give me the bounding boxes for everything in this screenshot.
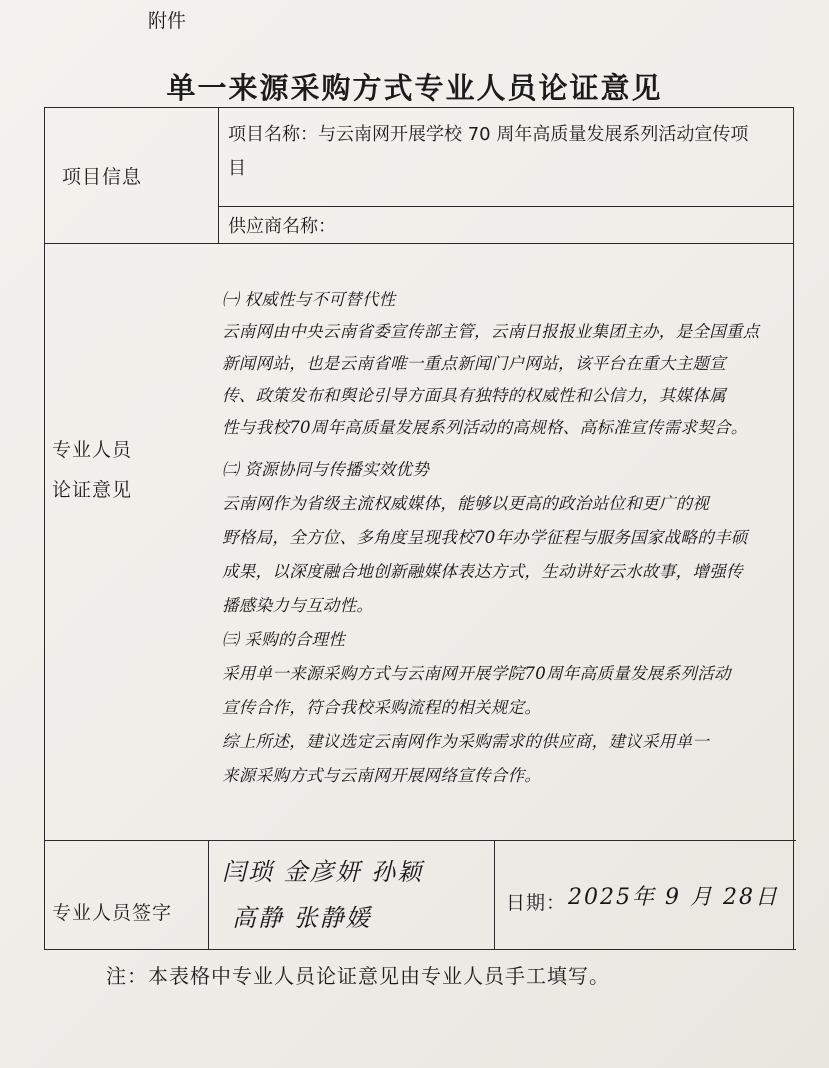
opinion-label-line1: 专业人员: [52, 439, 133, 461]
project-info-label: 项目信息: [62, 166, 143, 188]
date-value: 2025年 9 月 28日: [568, 885, 779, 910]
date-label: 日期：: [506, 892, 567, 914]
opinion-line: 新闻网站，也是云南省唯一重点新闻门户网站，该平台在重大主题宣: [222, 354, 726, 373]
table-border-top: [44, 107, 793, 108]
table-border-bottom: [44, 949, 796, 950]
signature-names-line1: 闫琐 金彦妍 孙颖: [222, 858, 424, 886]
signature-label: 专业人员签字: [52, 902, 173, 924]
project-name-value-line2: 目: [228, 158, 246, 179]
table-border-left: [44, 107, 45, 950]
row-divider-opinion: [44, 243, 793, 244]
footer-note: 注：本表格中专业人员论证意见由专业人员手工填写。: [106, 964, 610, 988]
opinion-line: 宣传合作，符合我校采购流程的相关规定。: [222, 698, 542, 717]
signature-names-line2: 高静 张静媛: [232, 904, 372, 932]
opinion-line: 性与我校70周年高质量发展系列活动的高规格、高标准宣传需求契合。: [222, 418, 748, 437]
opinion-line: ㈠ 权威性与不可替代性: [222, 290, 396, 309]
supplier-name-label: 供应商名称：: [228, 216, 336, 237]
opinion-line: 云南网由中央云南省委宣传部主管，云南日报报业集团主办，是全国重点: [222, 322, 760, 341]
project-name-value-line1: 与云南网开展学校 70 周年高质量发展系列活动宣传项: [318, 124, 749, 145]
opinion-line: ㈢ 采购的合理性: [222, 630, 346, 649]
project-name-field: [228, 118, 790, 186]
opinion-line: 野格局，全方位、多角度呈现我校70年办学征程与服务国家战略的丰硕: [222, 528, 748, 547]
opinion-line: ㈡ 资源协同与传播实效优势: [222, 460, 430, 479]
opinion-line: 综上所述，建议选定云南网作为采购需求的供应商，建议采用单一: [222, 732, 710, 751]
opinion-line: 播感染力与互动性。: [222, 596, 374, 615]
opinion-line: 采用单一来源采购方式与云南网开展学院70周年高质量发展系列活动: [222, 664, 731, 683]
row-divider-signature: [44, 840, 796, 841]
project-name-label: 项目名称：: [228, 124, 318, 145]
form-title: 单一来源采购方式专业人员论证意见: [166, 71, 663, 105]
opinion-label-line2: 论证意见: [52, 479, 133, 501]
column-divider-top: [218, 107, 219, 243]
column-divider-signature: [208, 840, 209, 950]
opinion-line: 成果，以深度融合地创新融媒体表达方式，生动讲好云水故事，增强传: [222, 562, 743, 581]
opinion-line: 来源采购方式与云南网开展网络宣传合作。: [222, 766, 542, 785]
opinion-line: 云南网作为省级主流权威媒体，能够以更高的政治站位和更广的视: [222, 494, 710, 513]
opinion-line: 传、政策发布和舆论引导方面具有独特的权威性和公信力，其媒体属: [222, 386, 726, 405]
table-border-right: [793, 107, 794, 950]
row-divider-supplier: [218, 206, 793, 207]
attachment-label: 附件: [148, 10, 187, 32]
column-divider-date: [494, 840, 495, 950]
